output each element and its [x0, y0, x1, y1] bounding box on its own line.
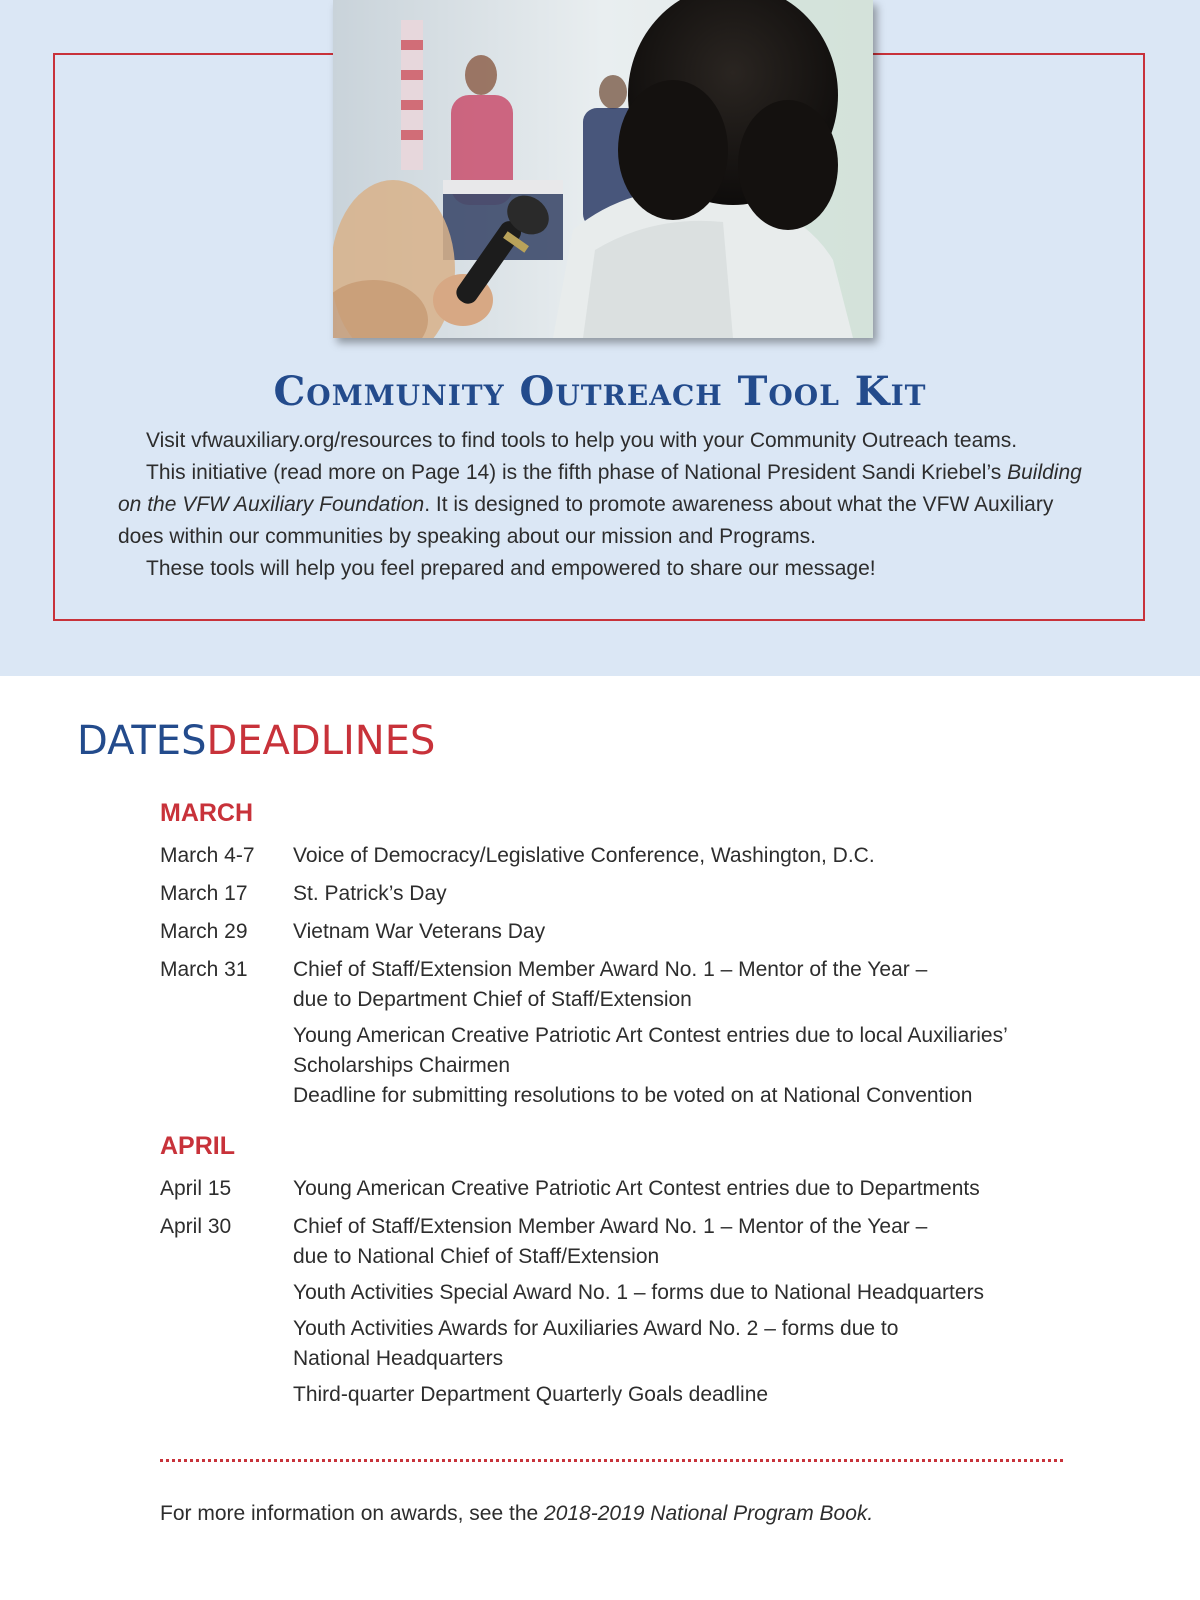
outreach-paragraph-1: Visit vfwauxiliary.org/resources to find tools to help you with your Community Outreach teams.: [146, 429, 1018, 452]
month-heading-march: MARCH: [160, 799, 254, 827]
event-row: [160, 879, 1080, 909]
event-line: due to National Chief of Staff/Extension: [293, 1245, 660, 1268]
event-line: Third-quarter Department Quarterly Goals deadline: [293, 1383, 769, 1406]
event-date: April 30: [160, 1215, 232, 1238]
event-text: Young American Creative Patriotic Art Contest entries due to Departments: [293, 1177, 980, 1200]
event-row: [160, 955, 1080, 1111]
event-line: Youth Activities Awards for Auxiliaries Award No. 2 – forms due to: [293, 1317, 899, 1340]
month-heading-april: APRIL: [160, 1132, 235, 1160]
awards-footnote: [160, 1502, 873, 1526]
event-text: St. Patrick’s Day: [293, 882, 447, 905]
event-date: March 17: [160, 882, 248, 905]
event-line: Youth Activities Special Award No. 1 – forms due to National Headquarters: [293, 1281, 985, 1304]
outreach-p2-italic: Building on the VFW Auxiliary Foundation: [118, 461, 1082, 516]
outreach-paragraph-2: [118, 457, 1088, 553]
event-text: Vietnam War Veterans Day: [293, 920, 546, 943]
deadlines-word: DEADLINES: [206, 718, 436, 764]
speaker-photo: [333, 0, 873, 338]
event-date: March 4-7: [160, 844, 255, 867]
event-line: Chief of Staff/Extension Member Award No. 1 – Mentor of the Year –: [293, 1215, 928, 1238]
april-schedule: [160, 1174, 1080, 1410]
event-line: due to Department Chief of Staff/Extension: [293, 988, 692, 1011]
event-date: April 15: [160, 1177, 232, 1200]
event-text: [293, 1212, 1080, 1410]
event-row: [160, 1174, 1080, 1204]
dotted-divider: [160, 1459, 1063, 1462]
event-row: [160, 1212, 1080, 1410]
outreach-p2-start: This initiative (read more on Page 14) is the fifth phase of National President Sandi Kriebel’s: [146, 461, 1008, 484]
event-date: March 31: [160, 958, 248, 981]
outreach-body: [118, 425, 1088, 585]
event-line: Scholarships Chairmen: [293, 1054, 511, 1077]
footnote-text: For more information on awards, see the: [160, 1502, 545, 1525]
event-line: National Headquarters: [293, 1347, 504, 1370]
outreach-title: Community Outreach Tool Kit: [273, 368, 927, 415]
event-line: Young American Creative Patriotic Art Contest entries due to local Auxiliaries’: [293, 1024, 1008, 1047]
speaker-photo-illustration: [333, 0, 873, 338]
event-row: [160, 841, 1080, 871]
outreach-p2-end: . It is designed to promote awareness about what the VFW Auxiliary does within our communities by speaking about our mission and Programs.: [118, 493, 1054, 548]
event-text: Voice of Democracy/Legislative Conference, Washington, D.C.: [293, 844, 875, 867]
event-row: [160, 917, 1080, 947]
event-text: [293, 955, 1080, 1111]
event-date: March 29: [160, 920, 248, 943]
event-line: Chief of Staff/Extension Member Award No. 1 – Mentor of the Year –: [293, 958, 928, 981]
dates-word: DATES: [77, 718, 207, 764]
event-line: Deadline for submitting resolutions to be voted on at National Convention: [293, 1084, 973, 1107]
footnote-book-title: 2018-2019 National Program Book.: [544, 1502, 874, 1525]
outreach-paragraph-3: These tools will help you feel prepared and empowered to share our message!: [146, 557, 876, 580]
dates-deadlines-title: [77, 718, 435, 764]
march-schedule: [160, 841, 1080, 1111]
